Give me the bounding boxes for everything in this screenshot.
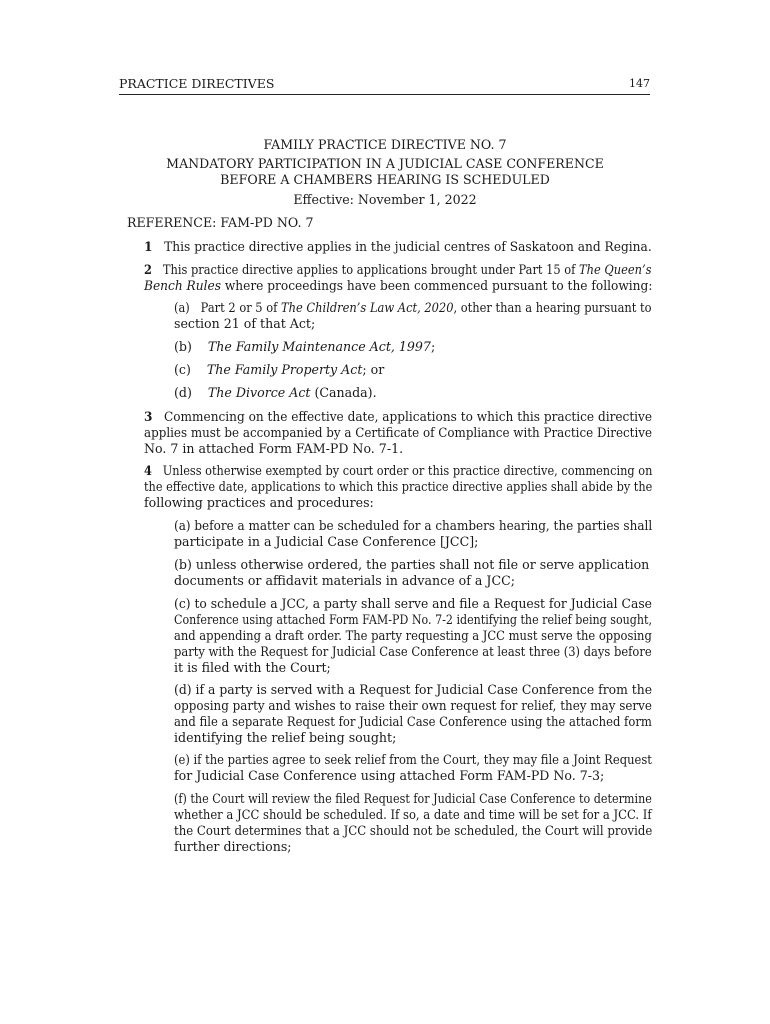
paragraph-number: 2 <box>144 262 152 277</box>
paragraph-number: 4 <box>144 463 152 478</box>
directive-subtitle-line-1: MANDATORY PARTICIPATION IN A JUDICIAL CASE CONFERENCE <box>166 156 604 171</box>
paragraph-number: 1 <box>144 239 153 254</box>
paragraph-4-item-a-line-1: (a) before a matter can be scheduled for a chambers hearing, the parties shall <box>174 518 653 533</box>
paragraph-4-item-d-line-3: and file a separate Request for Judicial Case Conference using the attached form <box>174 714 652 729</box>
paragraph-3-line-2: applies must be accompanied by a Certificate of Compliance with Practice Directive <box>144 425 653 440</box>
paragraph-text: This practice directive applies in the judicial centres of Saskatoon and Regina. <box>164 239 652 254</box>
paragraph-3-line-3: No. 7 in attached Form FAM-PD No. 7-1. <box>144 441 404 456</box>
directive-title: FAMILY PRACTICE DIRECTIVE NO. 7 <box>263 137 507 152</box>
paragraph-4-item-c-line-3: and appending a draft order. The party requesting a JCC must serve the opposing <box>174 628 652 643</box>
reference-line: REFERENCE: FAM-PD NO. 7 <box>127 215 314 230</box>
paragraph-2-line-2 <box>144 278 652 294</box>
paragraph-4-line-2: the effective date, applications to which this practice directive applies shall abide by the <box>144 479 653 494</box>
item-text: ; <box>430 339 436 354</box>
directive-subtitle-line-2: BEFORE A CHAMBERS HEARING IS SCHEDULED <box>220 172 550 187</box>
paragraph-1 <box>144 239 652 255</box>
paragraph-2-line-1 <box>144 262 652 278</box>
paragraph-2-item-b <box>174 339 435 355</box>
paragraph-text: This practice directive applies to applications brought under Part 15 of <box>162 262 580 277</box>
paragraph-4-item-c-line-2: Conference using attached Form FAM-PD No. 7-2 identifying the relief being sought, <box>174 612 652 627</box>
paragraph-text: where proceedings have been commenced pursuant to the following: <box>220 278 653 293</box>
paragraph-2-item-a-line-2: section 21 of that Act; <box>174 316 316 331</box>
paragraph-2-item-a <box>174 300 652 316</box>
item-text: Part 2 or 5 of <box>200 300 281 315</box>
effective-date: Effective: November 1, 2022 <box>293 192 477 207</box>
paragraph-4-item-d-line-4: identifying the relief being sought; <box>174 730 397 745</box>
paragraph-2-item-d <box>174 385 377 401</box>
running-header <box>119 74 650 95</box>
paragraph-4-item-c-line-4: party with the Request for Judicial Case Conference at least three (3) days before <box>174 644 652 659</box>
act-title: The Queen’s <box>579 262 652 277</box>
paragraph-4-item-e-line-1: (e) if the parties agree to seek relief from the Court, they may file a Joint Request <box>174 752 652 767</box>
paragraph-text: Commencing on the effective date, applications to which this practice directive <box>163 409 653 424</box>
paragraph-4-item-f-line-4: further directions; <box>174 839 292 854</box>
paragraph-4-item-f-line-1: (f) the Court will review the filed Request for Judicial Case Conference to determine <box>174 791 652 806</box>
item-label: (d) <box>174 385 192 400</box>
act-title: The Children’s Law Act, 2020 <box>280 300 454 315</box>
item-label: (c) <box>174 362 191 377</box>
page-number: 147 <box>629 77 650 90</box>
header-title: PRACTICE DIRECTIVES <box>119 76 275 91</box>
paragraph-4-item-f-line-3: the Court determines that a JCC should not be scheduled, the Court will provide <box>174 823 653 838</box>
paragraph-4-item-d-line-2: opposing party and wishes to raise their own request for relief, they may serve <box>174 698 652 713</box>
paragraph-4-line-3: following practices and procedures: <box>144 495 374 510</box>
act-title: The Divorce Act <box>207 385 311 400</box>
paragraph-4-item-c-line-5: it is filed with the Court; <box>174 660 331 675</box>
item-text: (Canada). <box>310 385 377 400</box>
paragraph-4-item-c-line-1: (c) to schedule a JCC, a party shall serve and file a Request for Judicial Case <box>174 596 652 611</box>
paragraph-3-line-1 <box>144 409 652 425</box>
paragraph-2-item-c <box>174 362 384 378</box>
paragraph-4-item-a-line-2: participate in a Judicial Case Conference [JCC]; <box>174 534 479 549</box>
paragraph-text: Unless otherwise exempted by court order or this practice directive, commencing on <box>162 463 653 478</box>
act-title: The Family Maintenance Act, 1997 <box>207 339 431 354</box>
paragraph-4-item-e-line-2: for Judicial Case Conference using attached Form FAM-PD No. 7-3; <box>174 768 605 783</box>
paragraph-4-item-b-line-2: documents or affidavit materials in advance of a JCC; <box>174 573 515 588</box>
item-label: (b) <box>174 339 192 354</box>
item-text: , other than a hearing pursuant to <box>453 300 652 315</box>
paragraph-4-line-1 <box>144 463 652 479</box>
item-text: ; or <box>362 362 385 377</box>
paragraph-4-item-f-line-2: whether a JCC should be scheduled. If so, a date and time will be set for a JCC. If <box>174 807 652 822</box>
paragraph-4-item-b-line-1: (b) unless otherwise ordered, the parties shall not file or serve application <box>174 557 650 572</box>
paragraph-number: 3 <box>144 409 153 424</box>
act-title: Bench Rules <box>144 278 221 293</box>
item-label: (a) <box>174 300 190 315</box>
act-title: The Family Property Act <box>206 362 363 377</box>
paragraph-4-item-d-line-1: (d) if a party is served with a Request for Judicial Case Conference from the <box>174 682 653 697</box>
